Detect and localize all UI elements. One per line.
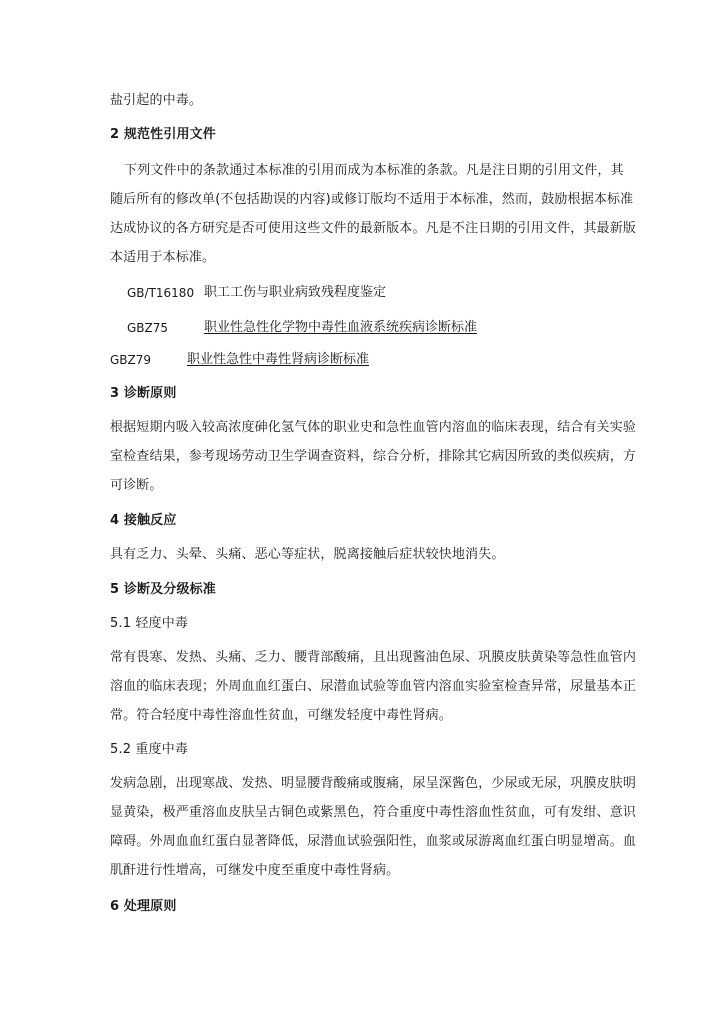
reference-title: 职业性急性中毒性肾病诊断标准 <box>187 352 370 367</box>
section-5-2-para-line: 肌酐进行性增高，可继发中度至重度中毒性肾病。 <box>110 863 400 878</box>
continuation-text: 盐引起的中毒。 <box>110 93 203 108</box>
section-4-heading: 4 接触反应 <box>110 513 177 528</box>
section-5-1-heading: 5.1 轻度中毒 <box>110 616 189 631</box>
section-5-2-heading: 5.2 重度中毒 <box>110 742 189 757</box>
section-3-para-line: 室检查结果，参考现场劳动卫生学调查资料，综合分析，排除其它病因所致的类似疾病，方 <box>110 449 637 464</box>
section-2-heading: 2 规范性引用文件 <box>110 127 216 142</box>
section-4-para-line: 具有乏力、头晕、头痛、恶心等症状，脱离接触后症状较快地消失。 <box>110 547 505 562</box>
reference-title: 职工工伤与职业病致残程度鉴定 <box>204 285 387 300</box>
section-5-2-para-line: 障碍。外周血血红蛋白显著降低，尿潜血试验强阳性，血浆或尿游离血红蛋白明显增高。血 <box>110 834 637 849</box>
section-3-para-line: 可诊断。 <box>110 478 163 493</box>
section-5-2-para-line: 发病急剧，出现寒战、发热、明显腰背酸痛或腹痛，尿呈深酱色，少尿或无尿，巩膜皮肤明 <box>110 776 637 791</box>
section-5-1-para-line: 常有畏寒、发热、头痛、乏力、腰背部酸痛，且出现酱油色尿、巩膜皮肤黄染等急性血管内 <box>110 650 637 665</box>
section-6-heading: 6 处理原则 <box>110 899 177 914</box>
section-5-2-para-line: 显黄染，极严重溶血皮肤呈古铜色或紫黑色，符合重度中毒性溶血性贫血，可有发绀、意识 <box>110 805 637 820</box>
section-5-1-para-line: 常。符合轻度中毒性溶血性贫血，可继发轻度中毒性肾病。 <box>110 708 452 723</box>
reference-code: GBZ75 <box>127 321 169 335</box>
section-2-para-line: 本适用于本标准。 <box>110 250 216 265</box>
section-5-1-para-line: 溶血的临床表现；外周血血红蛋白、尿潜血试验等血管内溶血实验室检查异常，尿量基本正 <box>110 679 637 694</box>
reference-code: GB/T16180 <box>127 286 195 300</box>
section-5-heading: 5 诊断及分级标准 <box>110 582 216 597</box>
section-3-heading: 3 诊断原则 <box>110 386 177 401</box>
section-2-para-line: 达成协议的各方研究是否可使用这些文件的最新版本。凡是不注日期的引用文件，其最新版 <box>110 221 637 236</box>
section-2-para-line: 随后所有的修改单(不包括勘误的内容)或修订版均不适用于本标准，然而，鼓励根据本标准 <box>110 192 634 207</box>
section-2-para-line: 下列文件中的条款通过本标准的引用而成为本标准的条款。凡是注日期的引用文件，其 <box>124 163 624 178</box>
reference-title: 职业性急性化学物中毒性血液系统疾病诊断标准 <box>204 320 478 335</box>
reference-code: GBZ79 <box>110 353 152 367</box>
section-3-para-line: 根据短期内吸入较高浓度砷化氢气体的职业史和急性血管内溶血的临床表现，结合有关实验 <box>110 420 637 435</box>
